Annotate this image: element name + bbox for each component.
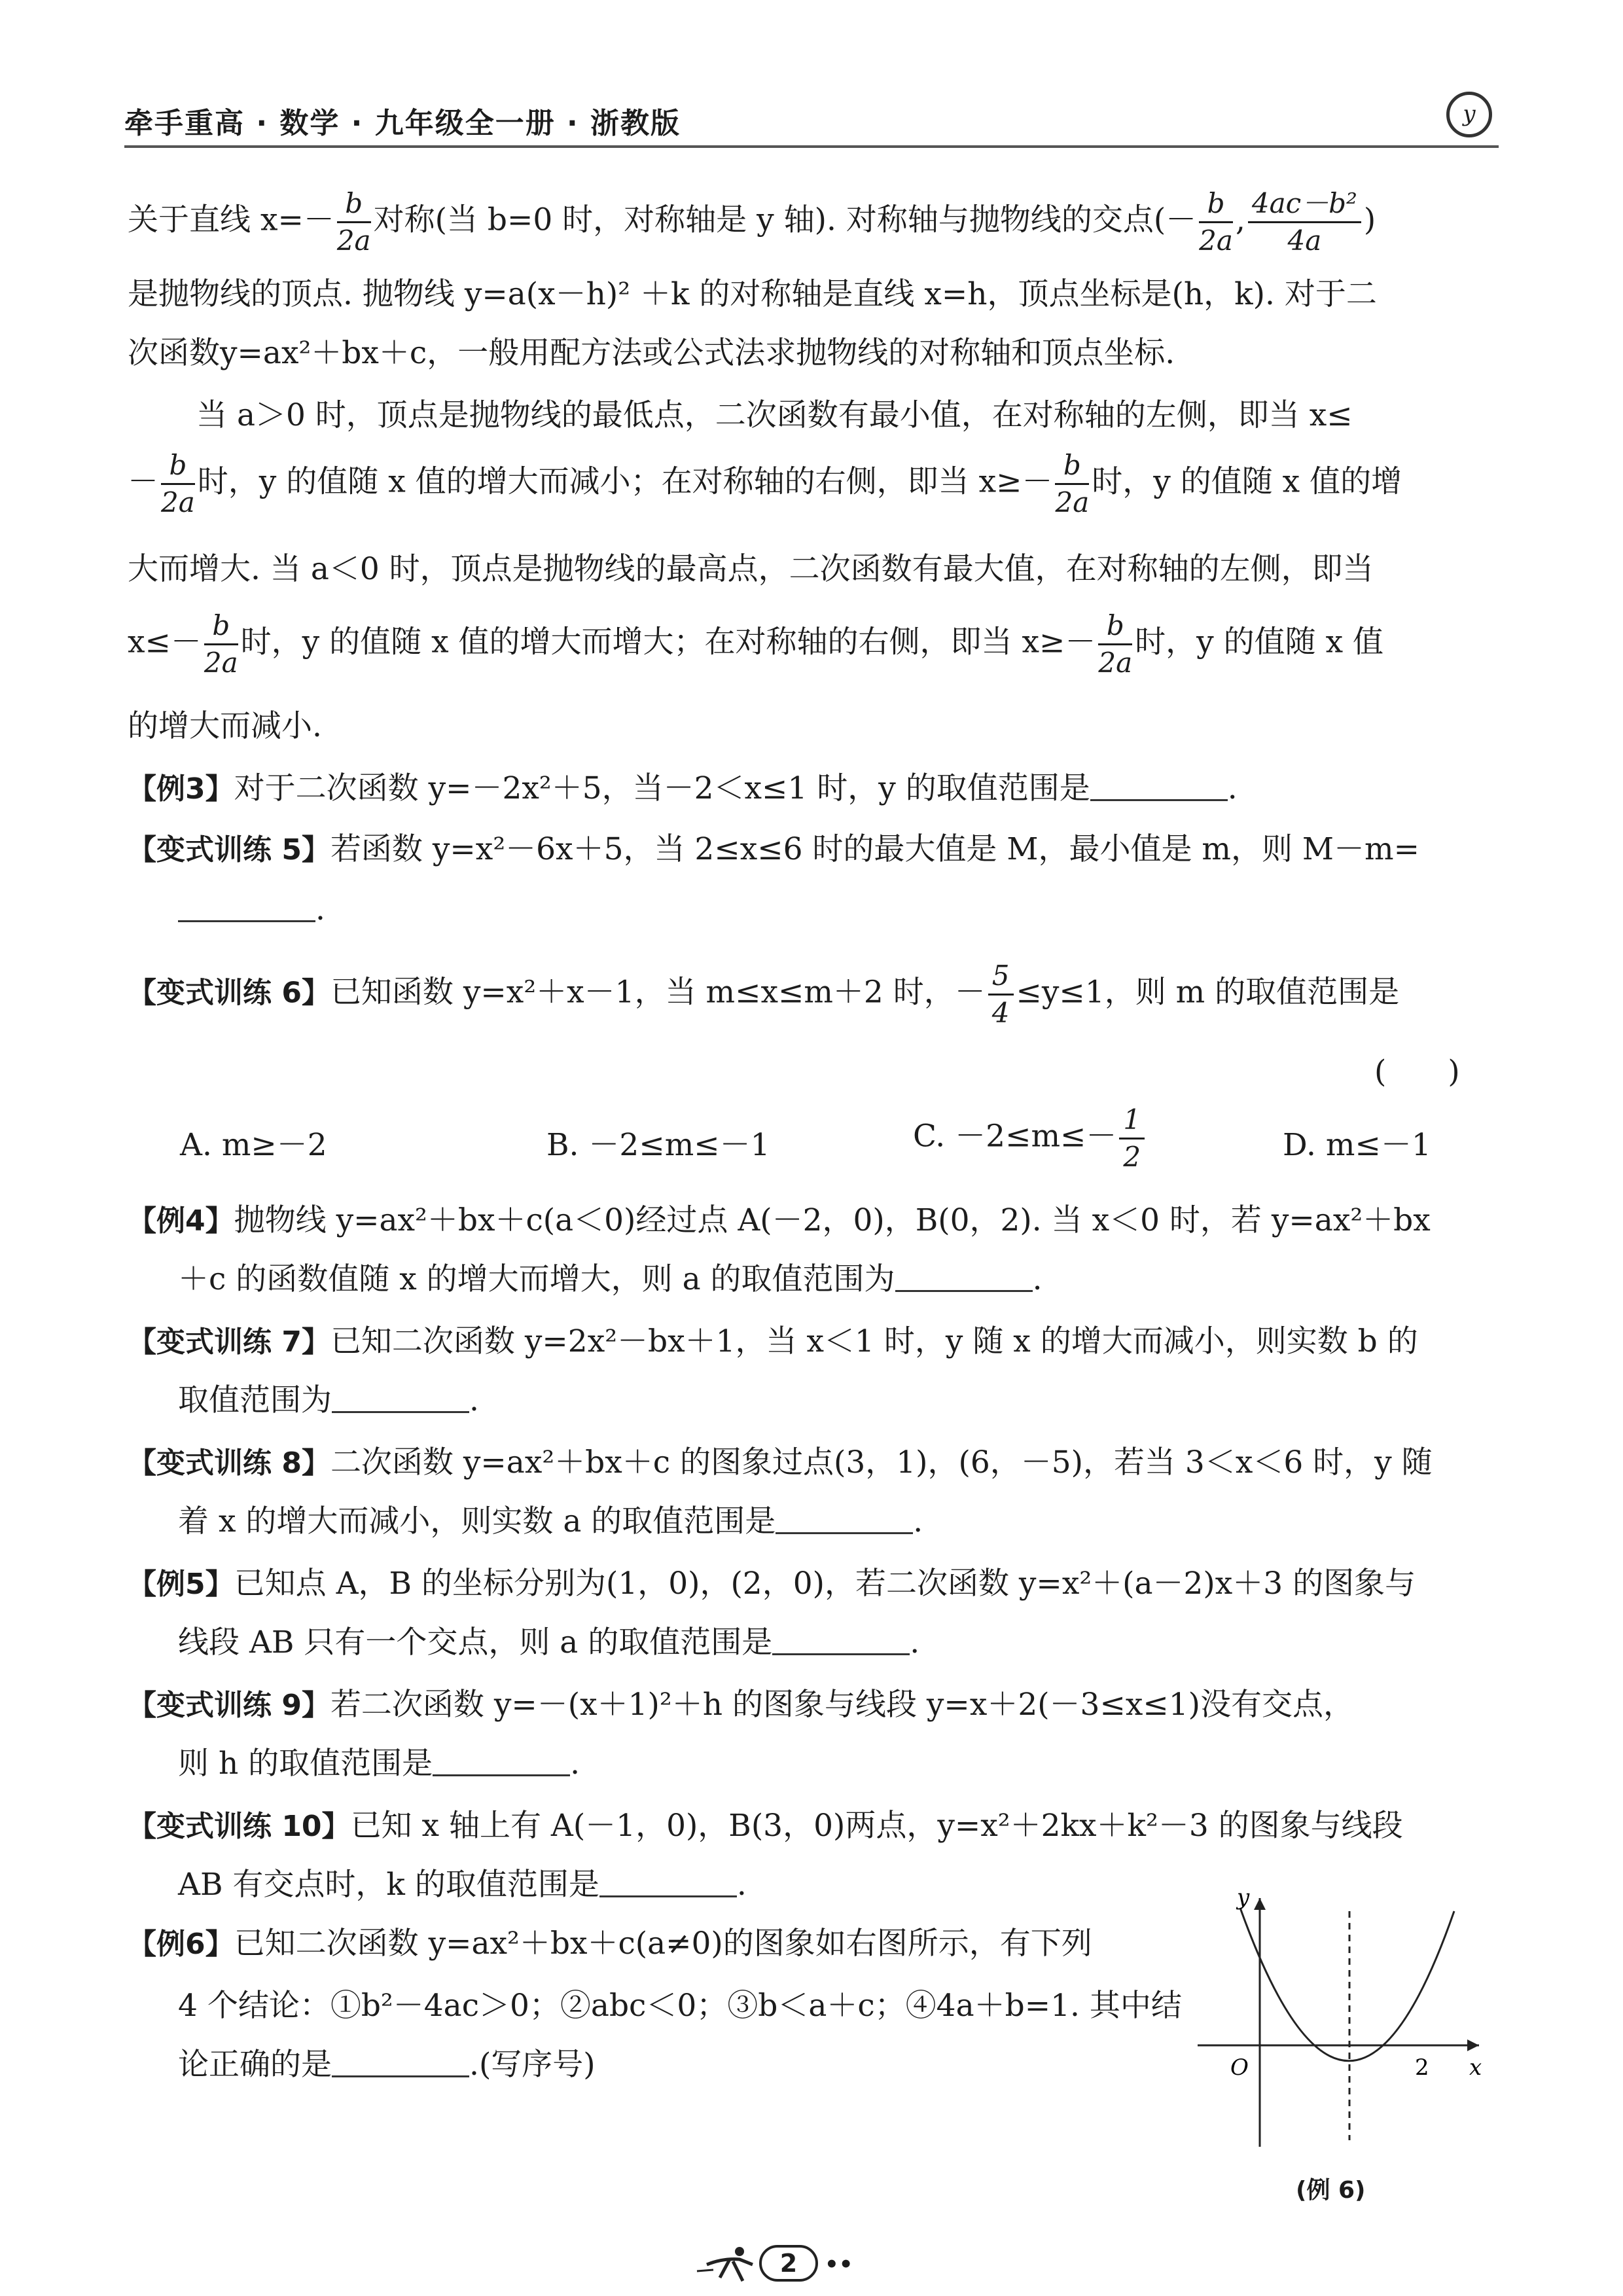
variant-8-line-2 <box>178 1502 923 1541</box>
fraction-numerator: b <box>204 612 238 645</box>
fraction-denominator: 2 <box>1123 1141 1141 1173</box>
fraction <box>1248 187 1361 257</box>
fraction-denominator: 2a <box>161 486 195 518</box>
variant-tag: 【变式训练 9】 <box>128 1689 330 1722</box>
runner-icon <box>694 2245 759 2284</box>
text-span: 时，y 的值随 x 值的增大而增大；在对称轴的右侧，即当 x≥－ <box>240 624 1096 660</box>
example-tag: 【例6】 <box>128 1928 234 1961</box>
fraction-denominator: 2a <box>204 647 238 679</box>
variant-9 <box>128 1685 1354 1725</box>
text-span: 时，y 的值随 x 值 <box>1135 624 1384 660</box>
option-d[interactable]: D. m≤－1 <box>1283 1127 1431 1163</box>
example-4 <box>128 1201 1431 1241</box>
paragraph-line-5 <box>128 449 1495 518</box>
paragraph-line-3: 次函数y=ax²＋bx＋c，一般用配方法或公式法求抛物线的对称轴和顶点坐标. <box>128 335 1175 371</box>
example-6-line-3 <box>178 2045 596 2085</box>
fraction <box>988 962 1014 1027</box>
example-3 <box>128 769 1238 809</box>
variant-10 <box>128 1806 1403 1846</box>
fraction <box>1098 609 1133 679</box>
question-text: 已知二次函数 y=ax²＋bx＋c(a≠0)的图象如右图所示，有下列 <box>234 1926 1092 1962</box>
page-header <box>124 92 1499 151</box>
question-text: 已知点 A，B 的坐标分别为(1，0)，(2，0)，若二次函数 y=x²＋(a－2)x＋3 的图象与 <box>234 1566 1416 1602</box>
y-axis-label: y <box>1237 1885 1250 1910</box>
header-title: 牵手重高 · 数学 · 九年级全一册 · 浙教版 <box>124 107 681 140</box>
fraction-numerator: 5 <box>988 962 1014 996</box>
example-6 <box>128 1924 1092 1964</box>
variant-9-line-2 <box>178 1744 580 1784</box>
option-b[interactable]: B. －2≤m≤－1 <box>546 1127 770 1163</box>
question-text: 若二次函数 y=－(x＋1)²＋h 的图象与线段 y=x＋2(－3≤x≤1)没有交点， <box>330 1687 1354 1723</box>
text-span: . <box>570 1746 580 1782</box>
fraction <box>161 449 195 518</box>
text-span: . <box>315 891 325 927</box>
answer-blank[interactable] <box>599 1869 737 1897</box>
fraction-denominator: 2a <box>1199 224 1233 257</box>
x-axis-label: x <box>1469 2054 1482 2081</box>
text-span: x≤－ <box>128 624 202 660</box>
answer-blank[interactable] <box>178 894 315 922</box>
question-text: 二次函数 y=ax²＋bx＋c 的图象过点(3，1)，(6，－5)，若当 3＜x＜6 时，y 随 <box>330 1444 1433 1480</box>
variant-5 <box>128 830 1419 870</box>
variant-tag: 【变式训练 10】 <box>128 1810 351 1843</box>
question-text: 对于二次函数 y=－2x²＋5，当－2＜x≤1 时，y 的取值范围是 <box>234 770 1090 806</box>
paragraph-line-4: 当 a＞0 时，顶点是抛物线的最低点，二次函数有最小值，在对称轴的左侧，即当 x≤ <box>196 397 1353 433</box>
answer-blank[interactable] <box>332 2049 469 2077</box>
answer-blank[interactable] <box>772 1627 910 1655</box>
text-span: . <box>910 1624 920 1660</box>
figure-caption: (例 6) <box>1296 2177 1366 2204</box>
paragraph-line-7 <box>128 609 1495 679</box>
answer-blank[interactable] <box>433 1748 570 1776</box>
answer-blank[interactable] <box>332 1385 469 1413</box>
example-4-line-2 <box>178 1260 1043 1299</box>
example-5-line-2 <box>178 1623 919 1662</box>
page-number: 2 <box>759 2245 818 2282</box>
question-text: 已知二次函数 y=2x²－bx＋1，当 x＜1 时，y 随 x 的增大而减小，则实数 b 的 <box>330 1323 1418 1359</box>
question-text: .(写序号) <box>469 2047 596 2083</box>
paragraph-line-2: 是抛物线的顶点. 抛物线 y=a(x－h)² ＋k 的对称轴是直线 x=h，顶点坐标是(h，k). 对于二 <box>128 276 1377 312</box>
fraction-numerator: b <box>337 190 371 223</box>
variant-tag: 【变式训练 6】 <box>128 976 330 1010</box>
question-text: 抛物线 y=ax²＋bx＋c(a＜0)经过点 A(－2，0)，B(0，2). 当 x＜0 时，若 y=ax²＋bx <box>234 1202 1431 1238</box>
example-tag: 【例4】 <box>128 1204 234 1238</box>
tick-label: 2 <box>1415 2054 1429 2081</box>
paragraph-line-1 <box>128 187 1495 257</box>
header-divider <box>124 145 1499 148</box>
fraction-denominator: 2a <box>1055 486 1090 518</box>
fraction-numerator: 1 <box>1119 1106 1145 1139</box>
fraction-denominator: 2a <box>1098 647 1133 679</box>
answer-blank[interactable] <box>1090 773 1228 801</box>
option-c[interactable] <box>913 1103 1147 1173</box>
fraction-numerator: b <box>1199 190 1233 223</box>
answer-blank[interactable] <box>895 1264 1033 1292</box>
variant-6 <box>128 962 1399 1027</box>
fraction-numerator: b <box>1098 612 1132 645</box>
variant-5-line-2 <box>178 890 325 929</box>
text-span: ) <box>1363 202 1376 238</box>
text-span: . <box>736 1867 747 1903</box>
option-text: C. －2≤m≤－ <box>913 1118 1117 1155</box>
variant-tag: 【变式训练 7】 <box>128 1325 330 1359</box>
paragraph-line-6: 大而增大. 当 a＜0 时，顶点是抛物线的最高点，二次函数有最大值，在对称轴的左侧，即当 <box>128 551 1374 587</box>
fraction-denominator: 4a <box>1287 224 1322 257</box>
fraction <box>204 609 238 679</box>
text-span: 关于直线 x=－ <box>128 202 334 238</box>
question-text: 若函数 y=x²－6x＋5，当 2≤x≤6 时的最大值是 M，最小值是 m，则 M－m= <box>330 831 1420 867</box>
fraction <box>1199 187 1233 257</box>
variant-8 <box>128 1443 1433 1483</box>
text-span: . <box>1032 1261 1043 1297</box>
parabola-curve <box>1240 1908 1454 2061</box>
text-span: . <box>913 1503 923 1539</box>
answer-paren[interactable]: ( ) <box>1374 1054 1460 1090</box>
text-span: 时，y 的值随 x 值的增大而减小；在对称轴的右侧，即当 x≥－ <box>197 463 1053 500</box>
question-text: ≤y≤1，则 m 的取值范围是 <box>1016 974 1400 1011</box>
parabola-figure <box>1185 1885 1492 2160</box>
example-tag: 【例3】 <box>128 772 234 806</box>
variant-tag: 【变式训练 8】 <box>128 1446 330 1480</box>
text-span: 对称(当 b=0 时，对称轴是 y 轴). 对称轴与抛物线的交点(－ <box>373 202 1197 238</box>
fraction-numerator: b <box>161 452 195 485</box>
question-text: 论正确的是 <box>178 2047 332 2083</box>
fraction-numerator: b <box>1055 452 1089 485</box>
fraction-denominator: 2a <box>336 224 371 257</box>
text-span: . <box>469 1382 479 1418</box>
variant-10-line-2 <box>178 1865 747 1905</box>
variant-tag: 【变式训练 5】 <box>128 833 330 867</box>
example-6-line-2: 4 个结论：①b²－4ac＞0；②abc＜0；③b＜a＋c；④4a＋b=1. 其中结 <box>178 1988 1182 2024</box>
fraction <box>1119 1103 1145 1173</box>
fraction-denominator: 4 <box>991 997 1010 1029</box>
paragraph-line-8: 的增大而减小. <box>128 708 322 744</box>
variant-7-line-2 <box>178 1381 479 1420</box>
question-text: 则 h 的取值范围是 <box>178 1746 433 1782</box>
page-footer <box>694 2245 890 2284</box>
origin-label: O <box>1230 2054 1249 2081</box>
option-a[interactable]: A. m≥－2 <box>180 1127 327 1163</box>
logo-icon: y <box>1446 92 1492 137</box>
question-text: ＋c 的函数值随 x 的增大而增大，则 a 的取值范围为 <box>178 1261 895 1297</box>
text-span: . <box>1227 770 1238 806</box>
example-5 <box>128 1564 1416 1604</box>
question-text: 已知 x 轴上有 A(－1，0)，B(3，0)两点，y=x²＋2kx＋k²－3 的图象与线段 <box>350 1808 1403 1844</box>
fraction-numerator: 4ac－b² <box>1248 190 1361 223</box>
text-span: 时，y 的值随 x 值的增 <box>1092 463 1402 500</box>
question-text: 着 x 的增大而减小，则实数 a 的取值范围是 <box>178 1503 776 1539</box>
question-text: 已知函数 y=x²＋x－1，当 m≤x≤m＋2 时，－ <box>330 974 986 1011</box>
fraction <box>336 187 371 257</box>
variant-7 <box>128 1322 1418 1362</box>
example-tag: 【例5】 <box>128 1568 234 1601</box>
text-span: － <box>128 463 158 500</box>
fraction <box>1055 449 1090 518</box>
question-text: 线段 AB 只有一个交点，则 a 的取值范围是 <box>178 1624 773 1660</box>
question-text: 取值范围为 <box>178 1382 332 1418</box>
footer-dots: •• <box>825 2251 853 2278</box>
question-text: AB 有交点时，k 的取值范围是 <box>178 1867 599 1903</box>
text-span: , <box>1235 202 1245 238</box>
answer-blank[interactable] <box>776 1506 913 1534</box>
